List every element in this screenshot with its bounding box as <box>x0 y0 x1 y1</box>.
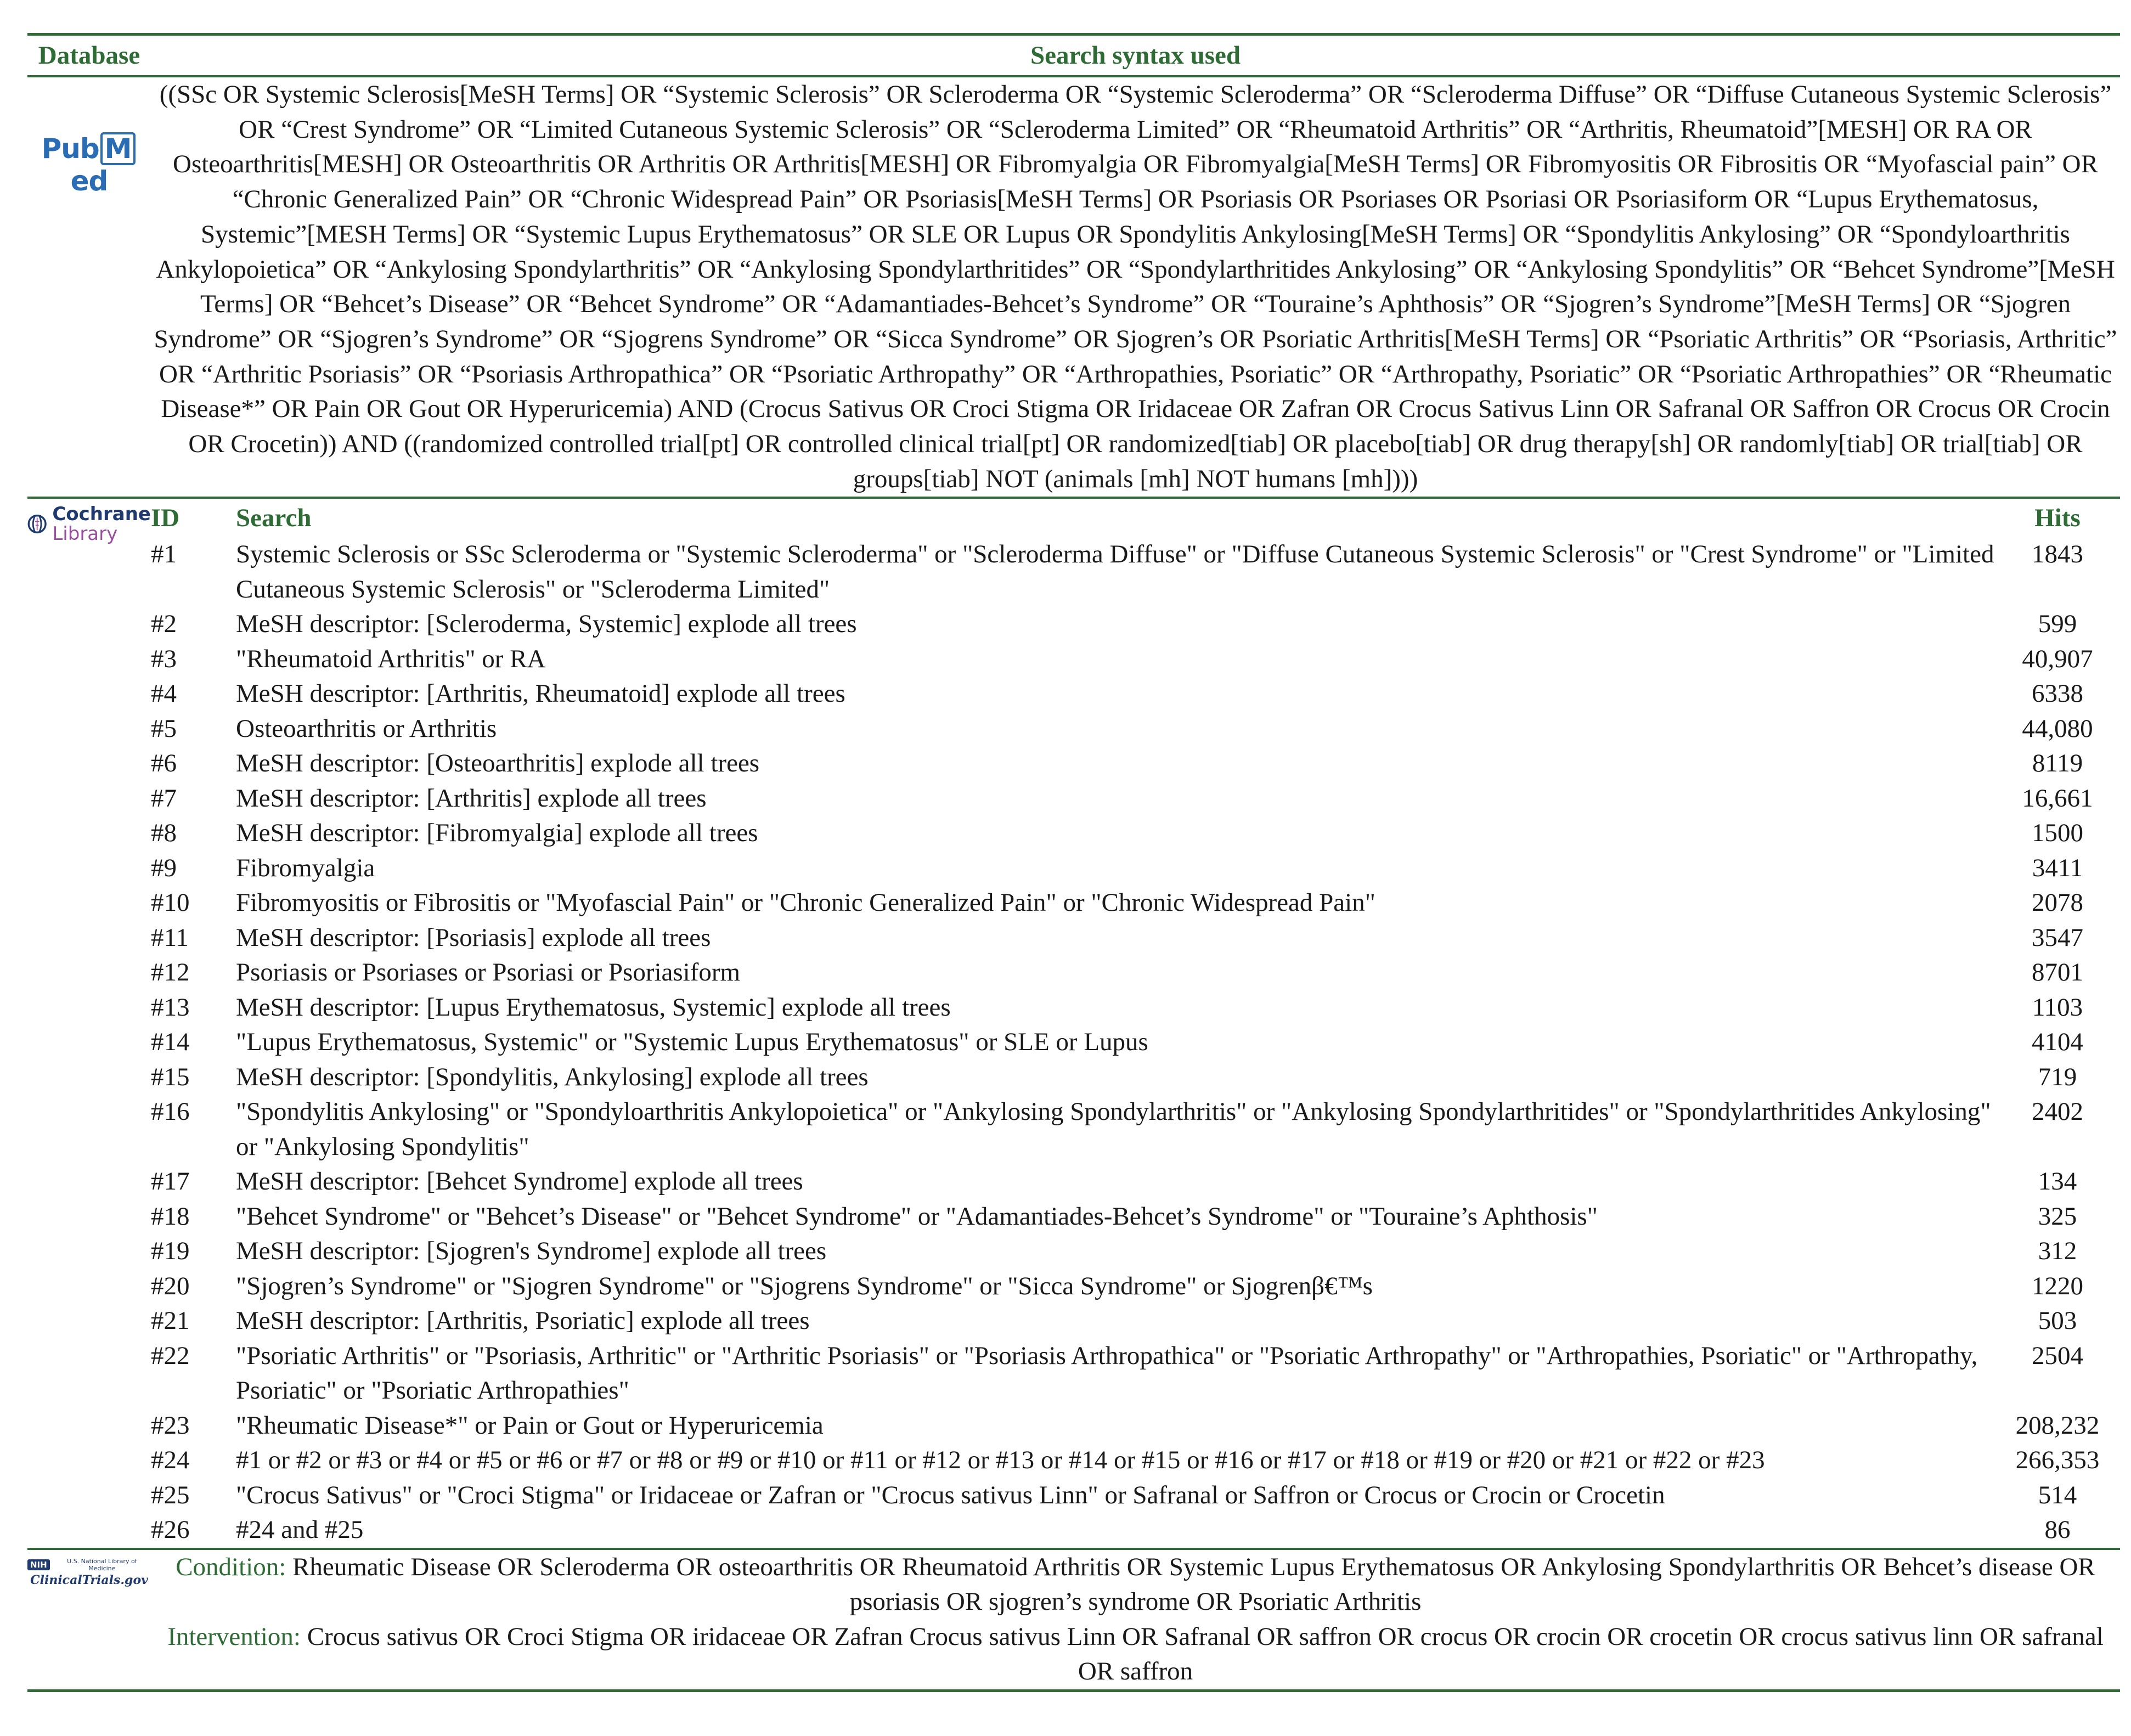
row-id: #20 <box>151 1271 190 1300</box>
row-id: #8 <box>151 819 177 848</box>
table-row <box>151 746 2121 781</box>
row-hits: 208,232 <box>2015 1411 2100 1440</box>
row-hits: 3411 <box>2032 853 2083 882</box>
pubmed-logo-ed: ed <box>70 165 108 197</box>
search-strategy-table <box>27 33 2120 1692</box>
row-hits: 1843 <box>2032 540 2083 569</box>
row-search: MeSH descriptor: [Behcet Syndrome] explode all trees <box>236 1167 803 1196</box>
condition-label: Condition: <box>176 1552 286 1581</box>
row-search: MeSH descriptor: [Scleroderma, Systemic] explode all trees <box>236 610 857 639</box>
row-search: "Behcet Syndrome" or "Behcet’s Disease" or "Behcet Syndrome" or "Adamantiades-Behcet’s Syndrome" or "Touraine’s Aphthosis" <box>236 1202 1598 1231</box>
table-row <box>151 886 2121 921</box>
table-row <box>151 1164 2121 1199</box>
row-search: MeSH descriptor: [Lupus Erythematosus, Systemic] explode all trees <box>236 993 951 1022</box>
intervention-line <box>151 1620 2120 1689</box>
pubmed-logo-pub: Pub <box>41 133 99 165</box>
table-row <box>151 851 2121 886</box>
row-hits: 2078 <box>2032 888 2083 917</box>
table-row <box>151 677 2121 712</box>
row-id: #22 <box>151 1341 190 1370</box>
cochrane-body <box>151 537 2121 1548</box>
row-id: #26 <box>151 1515 190 1545</box>
nlm-text: U.S. National Library of Medicine <box>67 1557 137 1572</box>
row-search: Systemic Sclerosis or SSc Scleroderma or "Systemic Scleroderma" or "Scleroderma Diffuse" or "Diffuse Cutaneous Systemic Sclerosis" or "Crest Syndrome" or "Limited Cutaneous Systemic Sclerosis" or "Scleroderma Limited" <box>236 540 1994 604</box>
row-hits: 40,907 <box>2022 644 2093 673</box>
table-row <box>151 1269 2121 1304</box>
row-id: #12 <box>151 958 190 987</box>
row-id: #11 <box>151 923 189 952</box>
row-search: Fibromyalgia <box>236 853 375 882</box>
row-hits: 1103 <box>2032 993 2083 1022</box>
pubmed-logo <box>27 132 151 197</box>
pubmed-syntax: ((SSc OR Systemic Sclerosis[MeSH Terms] OR “Systemic Sclerosis” OR Scleroderma OR “Systemic Scleroderma” OR “Scleroderma Diffuse” OR “Diffuse Cutaneous Systemic Sclerosis” OR “Crest Syndrome” OR “Limited Cutaneous Systemic Sclerosis” OR “Scleroderma Limited” OR “Rheumatoid Arthritis” OR “Arthritis, Rheumatoid”[MESH] OR RA OR Osteoarthritis[MESH] OR Osteoarthritis OR Arthritis OR Arthritis[MESH] OR Fibromyalgia OR Fibromyalgia[MeSH Terms] OR Fibromyositis OR Fibrositis OR “Myofascial pain” OR “Chronic Generalized Pain” OR “Chronic Widespread Pain” OR Psoriasis[MeSH Terms] OR Psoriasis OR Psoriases OR Psoriasi OR Psoriasiform OR “Lupus Erythematosus, Systemic”[MESH Terms] OR “Systemic Lupus Erythematosus” OR SLE OR Lupus OR Spondylitis Ankylosing[MeSH Terms] OR “Spondylitis Ankylosing” OR “Spondyloarthritis Ankylopoietica” OR “Ankylosing Spondylarthritis” OR “Ankylosing Spondylarthritides” OR “Spondylarthritides Ankylosing” OR “Ankylosing Spondylitis” OR “Behcet Syndrome”[MeSH Terms] OR “Behcet’s Disease” OR “Behcet Syndrome” OR “Adamantiades-Behcet’s Syndrome” OR “Touraine’s Aphthosis” OR “Sjogren’s Syndrome”[MeSH Terms] OR “Sjogren Syndrome” OR “Sjogren’s Syndrome” OR “Sjogrens Syndrome” OR “Sicca Syndrome” OR Sjogren’s OR Psoriatic Arthritis[MeSH Terms] OR “Psoriatic Arthritis” OR “Psoriasis, Arthritic” OR “Arthritic Psoriasis” OR “Psoriasis Arthropathica” OR “Psoriatic Arthropathy” OR “Arthropathies, Psoriatic” OR “Arthropathy, Psoriatic” OR “Psoriatic Arthropathies” OR “Rheumatic Disease*” OR Pain OR Gout OR Hyperuricemia) AND (Crocus Sativus OR Croci Stigma OR Iridaceae OR Zafran OR Crocus Sativus Linn OR Safranal OR Saffron OR Crocus OR Crocin OR Crocetin)) AND ((randomized controlled trial[pt] OR controlled clinical trial[pt] OR randomized[tiab] OR placebo[tiab] OR drug therapy[sh] OR randomly[tiab] OR trial[tiab] OR groups[tiab] NOT (animals [mh] NOT humans [mh]))) <box>151 76 2120 498</box>
clinicaltrials-logo-cell <box>27 1549 151 1691</box>
row-search: MeSH descriptor: [Arthritis] explode all trees <box>236 784 707 813</box>
cochrane-wordmark <box>52 504 151 544</box>
table-row <box>151 1339 2121 1408</box>
nih-badge: NIH <box>27 1559 50 1570</box>
row-search: "Psoriatic Arthritis" or "Psoriasis, Arthritic" or "Arthritic Psoriasis" or "Psoriasis Arthropathica" or "Psoriatic Arthropathy" or "Arthropathies, Psoriatic" or "Arthropathy, Psoriatic" or "Psoriatic Arthropathies" <box>236 1341 1978 1405</box>
row-id: #18 <box>151 1202 190 1231</box>
row-hits: 3547 <box>2032 923 2083 952</box>
database-column-header: Database <box>27 35 151 77</box>
table-row <box>151 712 2121 747</box>
table-row <box>151 955 2121 990</box>
cochrane-row <box>27 498 2120 1549</box>
cochrane-logo-line2: Library <box>52 523 118 545</box>
row-search: MeSH descriptor: [Arthritis, Psoriatic] explode all trees <box>236 1306 810 1335</box>
table-row <box>151 1513 2121 1548</box>
row-search: MeSH descriptor: [Sjogren's Syndrome] explode all trees <box>236 1237 827 1266</box>
row-id: #15 <box>151 1062 190 1091</box>
row-id: #6 <box>151 749 177 778</box>
row-search: MeSH descriptor: [Psoriasis] explode all trees <box>236 923 711 952</box>
row-search: MeSH descriptor: [Spondylitis, Ankylosing] explode all trees <box>236 1062 869 1091</box>
cochrane-logo-cell <box>27 498 151 1549</box>
clinicaltrials-logo <box>27 1558 151 1587</box>
row-id: #3 <box>151 644 177 673</box>
row-search: "Crocus Sativus" or "Croci Stigma" or Iridaceae or Zafran or "Crocus sativus Linn" or Safranal or Saffron or Crocus or Crocin or Crocetin <box>236 1480 1665 1509</box>
row-search: MeSH descriptor: [Fibromyalgia] explode all trees <box>236 819 758 848</box>
row-hits: 503 <box>2038 1306 2077 1335</box>
table-row <box>151 1443 2121 1478</box>
cochrane-emblem-icon <box>27 504 47 544</box>
row-id: #23 <box>151 1411 190 1440</box>
cochrane-header-row <box>151 499 2121 537</box>
row-hits: 312 <box>2038 1237 2077 1266</box>
intervention-text: Crocus sativus OR Croci Stigma OR iridaceae OR Zafran Crocus sativus Linn OR Safranal OR saffron OR crocus OR crocin OR crocetin OR crocus sativus linn OR safranal OR saffron <box>307 1622 2104 1686</box>
table-row <box>151 781 2121 816</box>
table-row <box>151 921 2121 956</box>
row-id: #14 <box>151 1028 190 1057</box>
clinicaltrials-name: ClinicalTrials.gov <box>30 1572 148 1587</box>
row-hits: 719 <box>2038 1062 2077 1091</box>
row-search: "Lupus Erythematosus, Systemic" or "Systemic Lupus Erythematosus" or SLE or Lupus <box>236 1028 1148 1057</box>
table-row <box>151 1408 2121 1444</box>
row-id: #13 <box>151 993 190 1022</box>
row-hits: 6338 <box>2032 679 2083 708</box>
row-hits: 1500 <box>2032 819 2083 848</box>
row-hits: 1220 <box>2032 1271 2083 1300</box>
condition-text: Rheumatic Disease OR Scleroderma OR osteoarthritis OR Rheumatoid Arthritis OR Systemic Lupus Erythematosus OR Ankylosing Spondylarthritis OR Behcet’s disease OR psoriasis OR sjogren’s syndrome OR Psoriatic Arthritis <box>292 1552 2095 1616</box>
row-id: #9 <box>151 853 177 882</box>
col-id-header: ID <box>151 504 180 533</box>
row-search: Fibromyositis or Fibrositis or "Myofascial Pain" or "Chronic Generalized Pain" or "Chronic Widespread Pain" <box>236 888 1375 917</box>
row-hits: 599 <box>2038 610 2077 639</box>
cochrane-logo-line1: Cochrane <box>52 503 151 526</box>
row-id: #19 <box>151 1237 190 1266</box>
row-hits: 2402 <box>2032 1097 2083 1126</box>
pubmed-row <box>27 76 2120 498</box>
condition-line <box>151 1550 2120 1620</box>
row-hits: 8119 <box>2032 749 2083 778</box>
row-id: #1 <box>151 540 177 569</box>
row-id: #10 <box>151 888 190 917</box>
cochrane-logo <box>27 504 151 544</box>
row-search: "Rheumatic Disease*" or Pain or Gout or Hyperuricemia <box>236 1411 824 1440</box>
row-id: #25 <box>151 1480 190 1509</box>
syntax-column-header: Search syntax used <box>151 35 2120 77</box>
row-hits: 44,080 <box>2022 714 2093 743</box>
pubmed-logo-cell <box>27 76 151 498</box>
row-search: #24 and #25 <box>236 1515 364 1545</box>
table-row <box>151 1060 2121 1095</box>
table-row <box>151 537 2121 607</box>
row-search: Osteoarthritis or Arthritis <box>236 714 497 743</box>
table-row <box>151 1234 2121 1269</box>
row-search: Psoriasis or Psoriases or Psoriasi or Psoriasiform <box>236 958 741 987</box>
cochrane-search-cell <box>151 498 2120 1549</box>
row-search: #1 or #2 or #3 or #4 or #5 or #6 or #7 or #8 or #9 or #10 or #11 or #12 or #13 or #14 or #15 or #16 or #17 or #18 or #19 or #20 or #21 or #22 or #23 <box>236 1446 1765 1475</box>
row-id: #17 <box>151 1167 190 1196</box>
row-search: MeSH descriptor: [Osteoarthritis] explode all trees <box>236 749 760 778</box>
table-row <box>151 1025 2121 1060</box>
row-hits: 8701 <box>2032 958 2083 987</box>
row-hits: 4104 <box>2032 1028 2083 1057</box>
row-id: #21 <box>151 1306 190 1335</box>
col-search-header: Search <box>236 504 312 533</box>
row-search: "Spondylitis Ankylosing" or "Spondyloarthritis Ankylopoietica" or "Ankylosing Spondylarthritis" or "Ankylosing Spondylarthritides" or "Spondylarthritides Ankylosing" or "Ankylosing Spondylitis" <box>236 1097 1991 1161</box>
row-hits: 325 <box>2038 1202 2077 1231</box>
table-row <box>151 990 2121 1025</box>
table-row <box>151 1199 2121 1235</box>
cochrane-search-table <box>151 499 2121 1548</box>
clinicaltrials-row <box>27 1549 2120 1691</box>
table-row <box>151 607 2121 642</box>
pubmed-logo-m: M <box>100 132 136 165</box>
intervention-label: Intervention: <box>167 1622 301 1651</box>
row-id: #2 <box>151 610 177 639</box>
col-hits-header: Hits <box>2034 504 2081 533</box>
table-row <box>151 1478 2121 1513</box>
table-row <box>151 816 2121 851</box>
table-row <box>151 642 2121 677</box>
row-hits: 266,353 <box>2015 1446 2100 1475</box>
row-hits: 134 <box>2038 1167 2077 1196</box>
header-row <box>27 35 2120 77</box>
row-search: "Sjogren’s Syndrome" or "Sjogren Syndrome" or "Sjogrens Syndrome" or "Sicca Syndrome" or Sjogrenβ€™s <box>236 1271 1373 1300</box>
row-id: #4 <box>151 679 177 708</box>
row-id: #5 <box>151 714 177 743</box>
row-search: MeSH descriptor: [Arthritis, Rheumatoid] explode all trees <box>236 679 845 708</box>
row-id: #24 <box>151 1446 190 1475</box>
table-row <box>151 1095 2121 1164</box>
table-row <box>151 1304 2121 1339</box>
row-hits: 2504 <box>2032 1341 2083 1370</box>
row-id: #16 <box>151 1097 190 1126</box>
clinicaltrials-syntax <box>151 1549 2120 1691</box>
row-hits: 86 <box>2044 1515 2071 1545</box>
row-hits: 514 <box>2038 1480 2077 1509</box>
row-id: #7 <box>151 784 177 813</box>
row-hits: 16,661 <box>2022 784 2093 813</box>
row-search: "Rheumatoid Arthritis" or RA <box>236 644 546 673</box>
